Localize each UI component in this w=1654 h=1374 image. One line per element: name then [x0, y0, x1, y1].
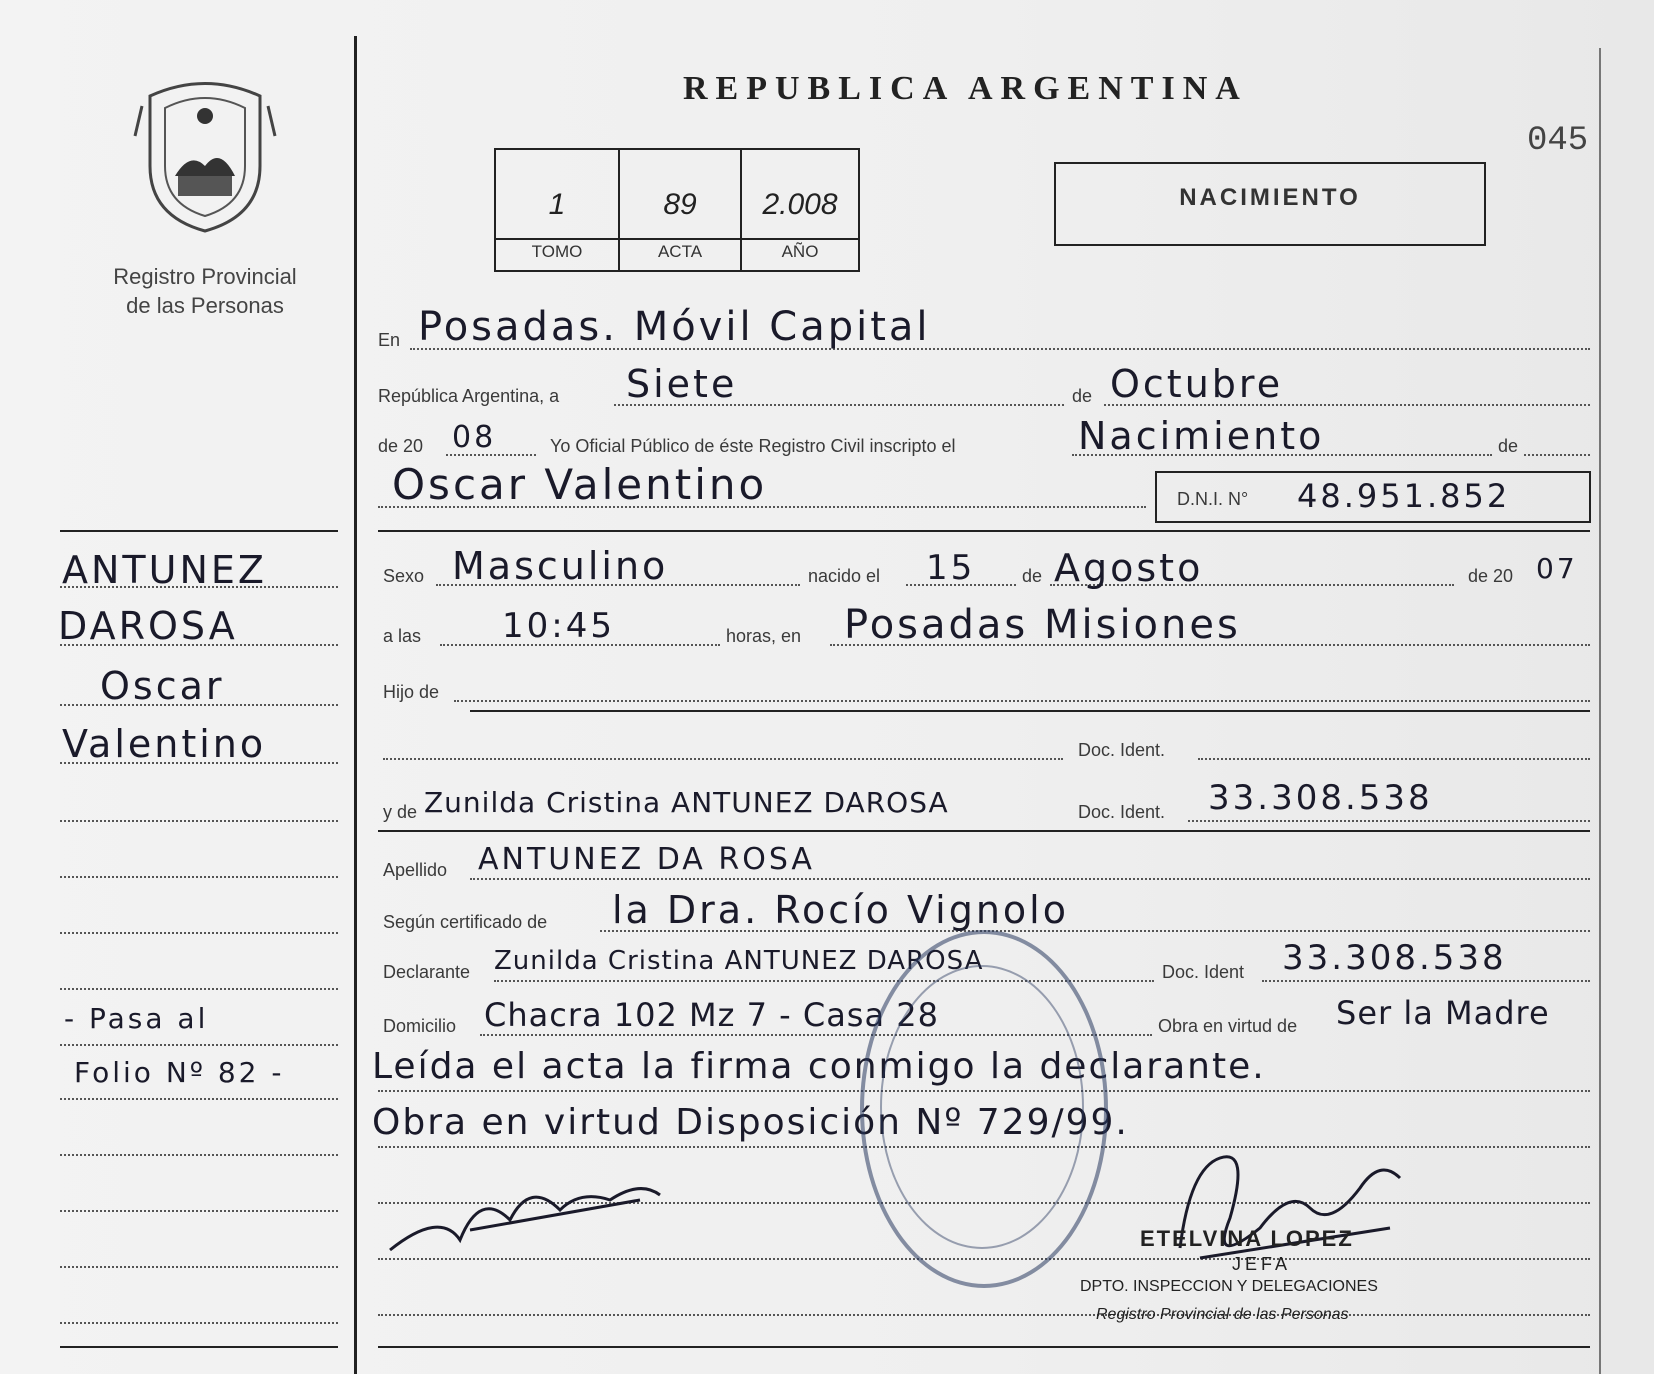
father-name-dotted-line: [383, 758, 1063, 760]
official-organization: Registro Provincial de las Personas: [1096, 1306, 1349, 1323]
sexo-value: Masculino: [452, 544, 669, 588]
margin-line-9: [60, 1044, 338, 1046]
mother-doc-value: 33.308.538: [1208, 778, 1433, 818]
left-column-divider: [354, 36, 357, 1374]
acta-label: ACTA: [657, 242, 703, 261]
anio-cell: [742, 150, 858, 270]
apellido-label: Apellido: [383, 860, 448, 880]
parents-separator: [378, 830, 1590, 832]
bottom-separator-right: [378, 1346, 1590, 1348]
tomo-label: TOMO: [531, 242, 583, 261]
de-label-3: de: [1022, 566, 1043, 586]
father-doc-dotted-line: [1198, 758, 1590, 760]
mother-doc-dotted-line: [1188, 820, 1590, 822]
time-value: 10:45: [502, 606, 615, 646]
birth-year-prefix-label: de 20: [1468, 566, 1514, 586]
margin-line-14: [60, 1322, 338, 1324]
de-label-1: de: [1072, 386, 1093, 406]
margin-line-11: [60, 1154, 338, 1156]
document-title: REPUBLICA ARGENTINA: [683, 70, 1248, 107]
obra-value: Ser la Madre: [1336, 994, 1550, 1032]
margin-line-6: [60, 876, 338, 878]
a-las-label: a las: [383, 626, 422, 646]
apellido-dotted-line: [470, 878, 1590, 880]
doc-ident-label-1: Doc. Ident.: [1078, 740, 1166, 760]
place-value: Posadas Misiones: [844, 602, 1241, 648]
segun-label: Según certificado de: [383, 912, 548, 932]
header-separator-right: [378, 530, 1590, 532]
act-type-box: [1054, 162, 1486, 246]
official-title: JEFA: [1232, 1254, 1292, 1274]
margin-line-8: [60, 988, 338, 990]
year-value: 08: [452, 420, 497, 455]
nacido-label: nacido el: [808, 566, 881, 586]
declarante-doc-dotted-line: [1262, 980, 1590, 982]
tomo-cell: [496, 150, 620, 270]
dni-box: [1155, 471, 1591, 523]
certificate-value: la Dra. Rocío Vignolo: [612, 888, 1069, 932]
note-line-1: Leída el acta la firma conmigo la declarante.: [372, 1046, 1266, 1087]
anio-label: AÑO: [781, 242, 819, 261]
doc-ident-label-2: Doc. Ident.: [1078, 802, 1166, 822]
acta-cell: [620, 150, 742, 270]
en-value: Posadas. Móvil Capital: [418, 304, 931, 350]
inscribed-value: Nacimiento: [1078, 414, 1325, 458]
child-name-value: Oscar Valentino: [392, 460, 768, 509]
hijo-strike-line: [470, 710, 1590, 712]
margin-surname-2: DAROSA: [58, 604, 238, 648]
margin-line-5: [60, 820, 338, 822]
bottom-separator-left: [60, 1346, 338, 1348]
hijo-label: Hijo de: [383, 682, 440, 702]
dni-value: 48.951.852: [1297, 477, 1511, 515]
day-value: Siete: [626, 362, 738, 406]
official-text: Yo Oficial Público de éste Registro Civil inscripto el: [550, 436, 956, 456]
margin-line-7: [60, 932, 338, 934]
declarante-label: Declarante: [383, 962, 471, 982]
official-department: DPTO. INSPECCION Y DELEGACIONES: [1080, 1278, 1378, 1295]
margin-note-2: Folio Nº 82 -: [74, 1056, 285, 1089]
birth-day-value: 15: [926, 548, 976, 588]
tomo-value: 1: [548, 188, 566, 221]
margin-surname-1: ANTUNEZ: [62, 548, 267, 592]
institution-caption: [60, 262, 350, 320]
margin-line-10: [60, 1098, 338, 1100]
institution-name-line2: de las Personas: [126, 293, 284, 318]
margin-given-2: Valentino: [62, 722, 267, 766]
act-type-label: NACIMIENTO: [1179, 184, 1361, 211]
anio-value: 2.008: [762, 188, 838, 221]
hijo-dotted-line: [454, 700, 1590, 702]
note-line-2: Obra en virtud Disposición Nº 729/99.: [372, 1102, 1129, 1143]
month-value: Octubre: [1110, 362, 1284, 406]
obra-label: Obra en virtud de: [1158, 1016, 1298, 1036]
birth-month-value: Agosto: [1054, 546, 1204, 590]
folio-number: 045: [1527, 122, 1589, 160]
domicilio-label: Domicilio: [383, 1016, 457, 1036]
note-dotted-line-5: [378, 1314, 1590, 1316]
horas-label: horas, en: [726, 626, 802, 646]
provincial-seal-icon: [130, 76, 280, 236]
registry-box: [494, 148, 860, 272]
en-label: En: [378, 330, 401, 350]
margin-line-12: [60, 1210, 338, 1212]
year-prefix-label: de 20: [378, 436, 424, 456]
header-separator-left: [60, 530, 338, 532]
sexo-label: Sexo: [383, 566, 425, 586]
apellido-value: ANTUNEZ DA ROSA: [478, 842, 815, 877]
acta-value: 89: [663, 188, 697, 221]
mother-name-value: Zunilda Cristina ANTUNEZ DAROSA: [424, 786, 949, 819]
doc-ident-label-3: Doc. Ident: [1162, 962, 1245, 982]
margin-given-1: Oscar: [100, 664, 225, 708]
de-label-2: de: [1498, 436, 1519, 456]
official-name: ETELVINA LOPEZ: [1140, 1226, 1354, 1251]
declarante-value: Zunilda Cristina ANTUNEZ DAROSA: [494, 946, 984, 976]
dni-label: D.N.I. N°: [1177, 489, 1249, 509]
official-stamp-inner: [880, 965, 1084, 1249]
margin-line-13: [60, 1266, 338, 1268]
margin-note-1: - Pasa al: [64, 1002, 209, 1035]
institution-name-line1: Registro Provincial: [113, 264, 297, 289]
y-de-label: y de: [383, 802, 418, 822]
right-page-edge: [1599, 48, 1601, 1374]
declarant-signature: [380, 1150, 680, 1270]
de-dotted-line: [1524, 454, 1590, 456]
domicilio-value: Chacra 102 Mz 7 - Casa 28: [484, 996, 939, 1034]
birth-year-value: 07: [1536, 552, 1578, 585]
republica-label: República Argentina, a: [378, 386, 560, 406]
declarante-doc-value: 33.308.538: [1282, 938, 1507, 978]
